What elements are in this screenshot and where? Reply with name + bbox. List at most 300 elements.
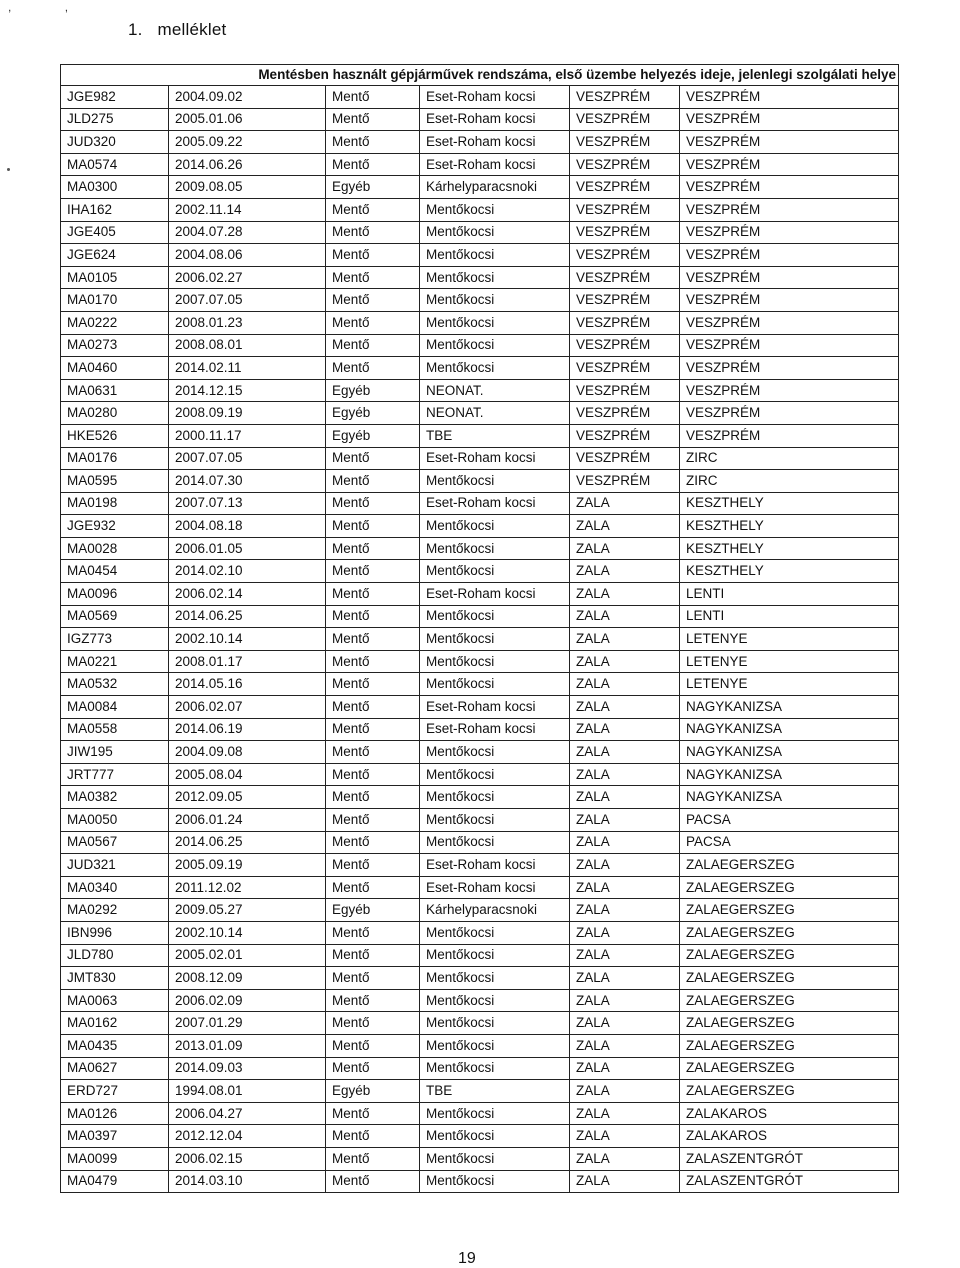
type-cell: Eset-Roham kocsi (420, 86, 570, 109)
scan-dot (7, 168, 10, 171)
station-cell: ZALAEGERSZEG (680, 1080, 899, 1103)
type-cell: Mentőkocsi (420, 244, 570, 267)
type-cell: Mentőkocsi (420, 1034, 570, 1057)
table-row (61, 221, 899, 244)
table-row (61, 334, 899, 357)
date-cell: 2008.09.19 (169, 402, 326, 425)
category-cell: Mentő (326, 334, 420, 357)
date-cell: 2002.11.14 (169, 198, 326, 221)
station-cell: VESZPRÉM (680, 131, 899, 154)
type-cell: Mentőkocsi (420, 311, 570, 334)
table-row (61, 718, 899, 741)
category-cell: Mentő (326, 357, 420, 380)
type-cell: Eset-Roham kocsi (420, 153, 570, 176)
category-cell: Mentő (326, 876, 420, 899)
scan-mark: , (64, 0, 69, 14)
station-cell: VESZPRÉM (680, 402, 899, 425)
type-cell: Mentőkocsi (420, 289, 570, 312)
county-cell: ZALA (570, 560, 680, 583)
table-row (61, 402, 899, 425)
date-cell: 2005.01.06 (169, 108, 326, 131)
category-cell: Mentő (326, 198, 420, 221)
station-cell: ZALAEGERSZEG (680, 921, 899, 944)
type-cell: Mentőkocsi (420, 989, 570, 1012)
type-cell: Mentőkocsi (420, 266, 570, 289)
station-cell: PACSA (680, 831, 899, 854)
date-cell: 2004.08.06 (169, 244, 326, 267)
date-cell: 2014.12.15 (169, 379, 326, 402)
plate-cell: IBN996 (61, 921, 169, 944)
county-cell: VESZPRÉM (570, 108, 680, 131)
plate-cell: IHA162 (61, 198, 169, 221)
plate-cell: MA0532 (61, 673, 169, 696)
county-cell: ZALA (570, 696, 680, 719)
plate-cell: JUD321 (61, 854, 169, 877)
vehicle-table (60, 64, 899, 1193)
table-row (61, 379, 899, 402)
plate-cell: MA0558 (61, 718, 169, 741)
station-cell: VESZPRÉM (680, 108, 899, 131)
date-cell: 2014.06.19 (169, 718, 326, 741)
category-cell: Mentő (326, 809, 420, 832)
plate-cell: JRT777 (61, 763, 169, 786)
type-cell: Mentőkocsi (420, 1170, 570, 1193)
type-cell: Mentőkocsi (420, 1102, 570, 1125)
plate-cell: JUD320 (61, 131, 169, 154)
plate-cell: JGE932 (61, 515, 169, 538)
category-cell: Egyéb (326, 402, 420, 425)
county-cell: VESZPRÉM (570, 244, 680, 267)
type-cell: Mentőkocsi (420, 786, 570, 809)
station-cell: ZALASZENTGRÓT (680, 1147, 899, 1170)
type-cell: Eset-Roham kocsi (420, 696, 570, 719)
county-cell: VESZPRÉM (570, 289, 680, 312)
vehicle-table-body (61, 65, 899, 1193)
date-cell: 2006.02.07 (169, 696, 326, 719)
date-cell: 2005.02.01 (169, 944, 326, 967)
station-cell: KESZTHELY (680, 515, 899, 538)
category-cell: Mentő (326, 583, 420, 606)
plate-cell: MA0126 (61, 1102, 169, 1125)
county-cell: ZALA (570, 809, 680, 832)
date-cell: 2014.07.30 (169, 470, 326, 493)
date-cell: 2002.10.14 (169, 628, 326, 651)
table-row (61, 696, 899, 719)
category-cell: Mentő (326, 86, 420, 109)
date-cell: 2014.03.10 (169, 1170, 326, 1193)
date-cell: 2014.02.10 (169, 560, 326, 583)
county-cell: ZALA (570, 718, 680, 741)
table-row (61, 809, 899, 832)
county-cell: VESZPRÉM (570, 266, 680, 289)
table-row (61, 176, 899, 199)
category-cell: Mentő (326, 854, 420, 877)
type-cell: Mentőkocsi (420, 673, 570, 696)
table-row (61, 1125, 899, 1148)
table-row (61, 831, 899, 854)
date-cell: 2007.07.05 (169, 289, 326, 312)
plate-cell: MA0028 (61, 537, 169, 560)
type-cell: Mentőkocsi (420, 221, 570, 244)
plate-cell: MA0273 (61, 334, 169, 357)
category-cell: Mentő (326, 921, 420, 944)
plate-cell: JIW195 (61, 741, 169, 764)
page-number: 19 (458, 1250, 476, 1267)
station-cell: KESZTHELY (680, 492, 899, 515)
plate-cell: ERD727 (61, 1080, 169, 1103)
county-cell: ZALA (570, 1012, 680, 1035)
date-cell: 1994.08.01 (169, 1080, 326, 1103)
category-cell: Mentő (326, 696, 420, 719)
county-cell: ZALA (570, 537, 680, 560)
category-cell: Mentő (326, 108, 420, 131)
table-row (61, 650, 899, 673)
county-cell: ZALA (570, 763, 680, 786)
county-cell: VESZPRÉM (570, 379, 680, 402)
plate-cell: JLD780 (61, 944, 169, 967)
station-cell: ZALAEGERSZEG (680, 1012, 899, 1035)
plate-cell: MA0382 (61, 786, 169, 809)
type-cell: Eset-Roham kocsi (420, 876, 570, 899)
type-cell: Mentőkocsi (420, 831, 570, 854)
table-header-row (61, 65, 899, 86)
plate-cell: MA0162 (61, 1012, 169, 1035)
table-row (61, 605, 899, 628)
category-cell: Egyéb (326, 379, 420, 402)
type-cell: Eset-Roham kocsi (420, 718, 570, 741)
table-row (61, 108, 899, 131)
type-cell: Kárhelyparacsnoki (420, 176, 570, 199)
category-cell: Mentő (326, 1170, 420, 1193)
category-cell: Mentő (326, 560, 420, 583)
county-cell: ZALA (570, 967, 680, 990)
category-cell: Mentő (326, 492, 420, 515)
county-cell: ZALA (570, 605, 680, 628)
plate-cell: MA0569 (61, 605, 169, 628)
station-cell: VESZPRÉM (680, 357, 899, 380)
station-cell: ZALAEGERSZEG (680, 854, 899, 877)
table-row (61, 470, 899, 493)
table-row (61, 1057, 899, 1080)
date-cell: 2014.06.25 (169, 605, 326, 628)
plate-cell: JGE982 (61, 86, 169, 109)
table-header: Mentésben használt gépjárművek rendszáma, első üzembe helyezés ideje, jelenlegi szolgálati helye (61, 65, 899, 86)
category-cell: Mentő (326, 311, 420, 334)
station-cell: PACSA (680, 809, 899, 832)
county-cell: VESZPRÉM (570, 198, 680, 221)
table-row (61, 944, 899, 967)
type-cell: Eset-Roham kocsi (420, 447, 570, 470)
table-row (61, 1012, 899, 1035)
plate-cell: HKE526 (61, 424, 169, 447)
table-row (61, 741, 899, 764)
station-cell: ZALAEGERSZEG (680, 989, 899, 1012)
type-cell: NEONAT. (420, 402, 570, 425)
table-row (61, 876, 899, 899)
station-cell: VESZPRÉM (680, 424, 899, 447)
table-row (61, 989, 899, 1012)
date-cell: 2006.01.24 (169, 809, 326, 832)
station-cell: NAGYKANIZSA (680, 718, 899, 741)
plate-cell: MA0221 (61, 650, 169, 673)
date-cell: 2011.12.02 (169, 876, 326, 899)
table-row (61, 583, 899, 606)
county-cell: ZALA (570, 1170, 680, 1193)
plate-cell: JMT830 (61, 967, 169, 990)
type-cell: Mentőkocsi (420, 470, 570, 493)
plate-cell: MA0280 (61, 402, 169, 425)
station-cell: ZALAEGERSZEG (680, 899, 899, 922)
scan-mark: , (8, 0, 12, 14)
county-cell: ZALA (570, 921, 680, 944)
county-cell: ZALA (570, 741, 680, 764)
type-cell: Mentőkocsi (420, 967, 570, 990)
table-row (61, 244, 899, 267)
station-cell: ZALAEGERSZEG (680, 1057, 899, 1080)
date-cell: 2006.02.14 (169, 583, 326, 606)
category-cell: Egyéb (326, 424, 420, 447)
scan-marks (8, 0, 118, 14)
type-cell: Mentőkocsi (420, 1012, 570, 1035)
category-cell: Mentő (326, 741, 420, 764)
table-row (61, 921, 899, 944)
station-cell: KESZTHELY (680, 560, 899, 583)
table-row (61, 673, 899, 696)
station-cell: NAGYKANIZSA (680, 786, 899, 809)
county-cell: ZALA (570, 1034, 680, 1057)
category-cell: Mentő (326, 763, 420, 786)
heading-number: 1. (128, 20, 143, 39)
date-cell: 2009.08.05 (169, 176, 326, 199)
plate-cell: MA0595 (61, 470, 169, 493)
station-cell: ZALAEGERSZEG (680, 1034, 899, 1057)
county-cell: VESZPRÉM (570, 447, 680, 470)
county-cell: ZALA (570, 989, 680, 1012)
plate-cell: MA0567 (61, 831, 169, 854)
type-cell: Mentőkocsi (420, 560, 570, 583)
table-row (61, 628, 899, 651)
plate-cell: MA0170 (61, 289, 169, 312)
date-cell: 2007.01.29 (169, 1012, 326, 1035)
category-cell: Mentő (326, 537, 420, 560)
date-cell: 2006.02.27 (169, 266, 326, 289)
category-cell: Mentő (326, 131, 420, 154)
county-cell: ZALA (570, 1125, 680, 1148)
station-cell: ZALAEGERSZEG (680, 967, 899, 990)
station-cell: ZALASZENTGRÓT (680, 1170, 899, 1193)
date-cell: 2005.09.22 (169, 131, 326, 154)
type-cell: Eset-Roham kocsi (420, 854, 570, 877)
category-cell: Mentő (326, 244, 420, 267)
county-cell: ZALA (570, 831, 680, 854)
county-cell: ZALA (570, 1057, 680, 1080)
type-cell: Mentőkocsi (420, 605, 570, 628)
table-row (61, 1102, 899, 1125)
category-cell: Mentő (326, 515, 420, 538)
county-cell: VESZPRÉM (570, 86, 680, 109)
table-row (61, 1170, 899, 1193)
plate-cell: MA0397 (61, 1125, 169, 1148)
station-cell: LENTI (680, 605, 899, 628)
plate-cell: MA0176 (61, 447, 169, 470)
county-cell: VESZPRÉM (570, 176, 680, 199)
date-cell: 2006.02.15 (169, 1147, 326, 1170)
county-cell: ZALA (570, 673, 680, 696)
plate-cell: JGE624 (61, 244, 169, 267)
date-cell: 2014.09.03 (169, 1057, 326, 1080)
page-heading (128, 20, 226, 40)
category-cell: Mentő (326, 786, 420, 809)
table-row (61, 289, 899, 312)
station-cell: VESZPRÉM (680, 334, 899, 357)
type-cell: Mentőkocsi (420, 921, 570, 944)
table-row (61, 424, 899, 447)
table-row (61, 131, 899, 154)
type-cell: Mentőkocsi (420, 1147, 570, 1170)
type-cell: Mentőkocsi (420, 334, 570, 357)
county-cell: ZALA (570, 944, 680, 967)
table-row (61, 763, 899, 786)
county-cell: VESZPRÉM (570, 470, 680, 493)
category-cell: Mentő (326, 1034, 420, 1057)
plate-cell: MA0574 (61, 153, 169, 176)
category-cell: Mentő (326, 289, 420, 312)
type-cell: Mentőkocsi (420, 809, 570, 832)
category-cell: Mentő (326, 153, 420, 176)
date-cell: 2007.07.13 (169, 492, 326, 515)
county-cell: VESZPRÉM (570, 153, 680, 176)
plate-cell: MA0099 (61, 1147, 169, 1170)
plate-cell: MA0460 (61, 357, 169, 380)
plate-cell: MA0340 (61, 876, 169, 899)
station-cell: VESZPRÉM (680, 86, 899, 109)
station-cell: KESZTHELY (680, 537, 899, 560)
county-cell: VESZPRÉM (570, 311, 680, 334)
station-cell: VESZPRÉM (680, 311, 899, 334)
plate-cell: MA0627 (61, 1057, 169, 1080)
county-cell: ZALA (570, 899, 680, 922)
station-cell: VESZPRÉM (680, 198, 899, 221)
type-cell: TBE (420, 1080, 570, 1103)
heading-text: melléklet (157, 20, 227, 39)
category-cell: Mentő (326, 673, 420, 696)
type-cell: TBE (420, 424, 570, 447)
type-cell: Mentőkocsi (420, 650, 570, 673)
date-cell: 2008.01.23 (169, 311, 326, 334)
plate-cell: MA0105 (61, 266, 169, 289)
type-cell: Eset-Roham kocsi (420, 131, 570, 154)
station-cell: LENTI (680, 583, 899, 606)
type-cell: Mentőkocsi (420, 763, 570, 786)
table-row (61, 447, 899, 470)
county-cell: ZALA (570, 515, 680, 538)
table-row (61, 1147, 899, 1170)
plate-cell: MA0631 (61, 379, 169, 402)
station-cell: LETENYE (680, 673, 899, 696)
table-row (61, 786, 899, 809)
county-cell: ZALA (570, 583, 680, 606)
station-cell: ZALAEGERSZEG (680, 944, 899, 967)
date-cell: 2004.07.28 (169, 221, 326, 244)
plate-cell: MA0454 (61, 560, 169, 583)
plate-cell: JGE405 (61, 221, 169, 244)
table-row (61, 153, 899, 176)
type-cell: Eset-Roham kocsi (420, 108, 570, 131)
plate-cell: MA0096 (61, 583, 169, 606)
plate-cell: MA0222 (61, 311, 169, 334)
station-cell: NAGYKANIZSA (680, 763, 899, 786)
category-cell: Egyéb (326, 1080, 420, 1103)
category-cell: Mentő (326, 470, 420, 493)
table-row (61, 357, 899, 380)
category-cell: Mentő (326, 718, 420, 741)
date-cell: 2006.02.09 (169, 989, 326, 1012)
category-cell: Mentő (326, 266, 420, 289)
category-cell: Egyéb (326, 176, 420, 199)
date-cell: 2009.05.27 (169, 899, 326, 922)
date-cell: 2014.06.25 (169, 831, 326, 854)
category-cell: Mentő (326, 1057, 420, 1080)
date-cell: 2006.01.05 (169, 537, 326, 560)
table-row (61, 266, 899, 289)
table-row (61, 560, 899, 583)
plate-cell: MA0198 (61, 492, 169, 515)
date-cell: 2005.08.04 (169, 763, 326, 786)
category-cell: Mentő (326, 1012, 420, 1035)
table-row (61, 854, 899, 877)
type-cell: Mentőkocsi (420, 1125, 570, 1148)
category-cell: Mentő (326, 831, 420, 854)
station-cell: NAGYKANIZSA (680, 696, 899, 719)
plate-cell: MA0063 (61, 989, 169, 1012)
date-cell: 2005.09.19 (169, 854, 326, 877)
date-cell: 2013.01.09 (169, 1034, 326, 1057)
date-cell: 2008.01.17 (169, 650, 326, 673)
category-cell: Mentő (326, 1147, 420, 1170)
station-cell: ZALAEGERSZEG (680, 876, 899, 899)
county-cell: ZALA (570, 854, 680, 877)
date-cell: 2000.11.17 (169, 424, 326, 447)
station-cell: VESZPRÉM (680, 244, 899, 267)
station-cell: LETENYE (680, 650, 899, 673)
plate-cell: IGZ773 (61, 628, 169, 651)
station-cell: ZIRC (680, 447, 899, 470)
category-cell: Mentő (326, 221, 420, 244)
county-cell: ZALA (570, 628, 680, 651)
county-cell: ZALA (570, 876, 680, 899)
county-cell: ZALA (570, 492, 680, 515)
type-cell: Kárhelyparacsnoki (420, 899, 570, 922)
table-row (61, 537, 899, 560)
category-cell: Egyéb (326, 899, 420, 922)
station-cell: VESZPRÉM (680, 221, 899, 244)
table-row (61, 311, 899, 334)
county-cell: ZALA (570, 1080, 680, 1103)
category-cell: Mentő (326, 650, 420, 673)
county-cell: VESZPRÉM (570, 402, 680, 425)
station-cell: LETENYE (680, 628, 899, 651)
county-cell: ZALA (570, 1102, 680, 1125)
type-cell: Mentőkocsi (420, 1057, 570, 1080)
county-cell: VESZPRÉM (570, 221, 680, 244)
category-cell: Mentő (326, 628, 420, 651)
station-cell: VESZPRÉM (680, 289, 899, 312)
county-cell: ZALA (570, 650, 680, 673)
date-cell: 2014.06.26 (169, 153, 326, 176)
station-cell: VESZPRÉM (680, 153, 899, 176)
date-cell: 2008.12.09 (169, 967, 326, 990)
county-cell: ZALA (570, 1147, 680, 1170)
